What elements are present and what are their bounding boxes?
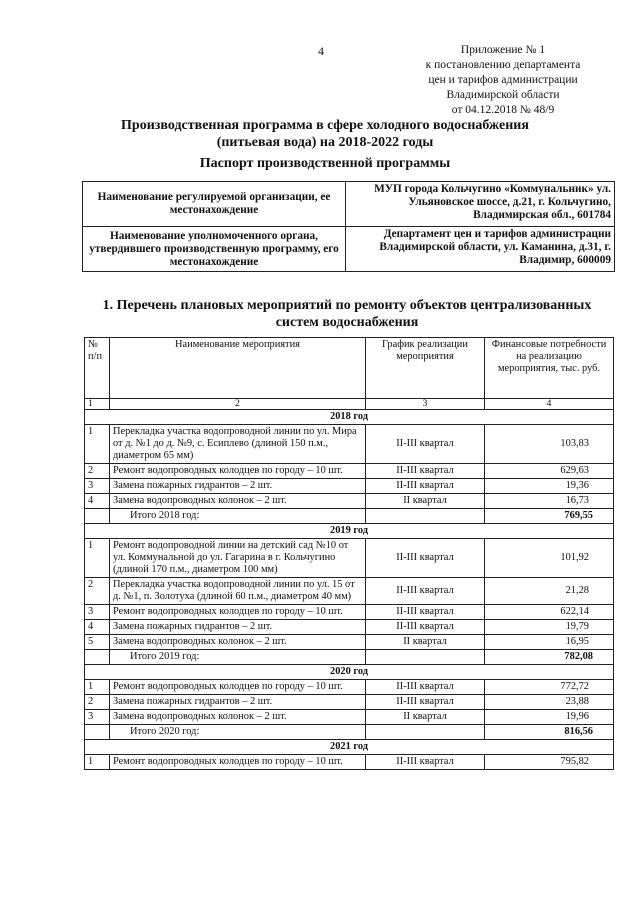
row-number: 4	[85, 620, 110, 635]
row-cost: 101,92	[485, 539, 614, 578]
row-activity: Замена водопроводных колонок – 2 шт.	[110, 494, 366, 509]
row-activity: Ремонт водопроводных колодцев по городу – 10 шт.	[110, 755, 366, 770]
header-cell-schedule: График реализации мероприятия	[366, 338, 485, 399]
total-row	[85, 725, 614, 740]
row-cost: 16,95	[485, 635, 614, 650]
row-schedule: II-III квартал	[366, 755, 485, 770]
appendix-block	[408, 43, 598, 118]
total-label: Итого 2018 год:	[110, 509, 366, 524]
row-schedule: II-III квартал	[366, 620, 485, 635]
row-activity: Перекладка участка водопроводной линии по ул. Мира от д. №1 до д. №9, с. Есиплево (длиной 150 п.м., диаметром 65 мм)	[110, 425, 366, 464]
passport-row	[83, 182, 615, 227]
row-cost: 622,14	[485, 605, 614, 620]
row-number: 1	[85, 425, 110, 464]
row-activity: Ремонт водопроводных колодцев по городу – 10 шт.	[110, 464, 366, 479]
total-empty-cell	[366, 725, 485, 740]
row-cost: 16,73	[485, 494, 614, 509]
total-label: Итого 2020 год:	[110, 725, 366, 740]
row-schedule: II квартал	[366, 710, 485, 725]
total-row	[85, 509, 614, 524]
row-schedule: II-III квартал	[366, 539, 485, 578]
row-cost: 19,96	[485, 710, 614, 725]
row-cost: 629,63	[485, 464, 614, 479]
header-cell-number: № п/п	[85, 338, 110, 399]
appendix-line: Приложение № 1	[460, 44, 546, 56]
table-row	[85, 680, 614, 695]
section-title	[82, 297, 612, 331]
table-row	[85, 479, 614, 494]
year-row	[85, 410, 614, 425]
row-activity: Ремонт водопроводных колодцев по городу – 10 шт.	[110, 605, 366, 620]
total-value: 769,55	[485, 509, 614, 524]
table-row	[85, 578, 614, 605]
appendix-line: к постановлению департамента	[425, 59, 581, 71]
row-schedule: II-III квартал	[366, 479, 485, 494]
document-title	[90, 117, 560, 151]
passport-label: Наименование уполномоченного органа, утвердившего производственную программу, его местонахождение	[83, 227, 346, 272]
table-row	[85, 425, 614, 464]
row-activity: Ремонт водопроводных колодцев по городу – 10 шт.	[110, 680, 366, 695]
total-row	[85, 650, 614, 665]
table-header-row	[85, 338, 614, 399]
row-schedule: II-III квартал	[366, 695, 485, 710]
total-empty-cell	[85, 725, 110, 740]
total-empty-cell	[85, 509, 110, 524]
activities-table	[84, 337, 614, 770]
year-label: 2021 год	[85, 740, 614, 755]
year-label: 2019 год	[85, 524, 614, 539]
table-row	[85, 710, 614, 725]
row-number: 3	[85, 605, 110, 620]
row-schedule: II-III квартал	[366, 578, 485, 605]
year-label: 2020 год	[85, 665, 614, 680]
section-title-line: систем водоснабжения	[275, 315, 419, 330]
row-activity: Перекладка участка водопроводной линии по ул. 15 от д. №1, п. Золотуха (длиной 60 п.м., диаметром 40 мм)	[110, 578, 366, 605]
page-number: 4	[318, 44, 324, 58]
appendix-line: цен и тарифов администрации	[428, 74, 578, 86]
row-cost: 19,36	[485, 479, 614, 494]
row-activity: Замена пожарных гидрантов – 2 шт.	[110, 695, 366, 710]
table-row	[85, 635, 614, 650]
table-row	[85, 539, 614, 578]
row-schedule: II-III квартал	[366, 464, 485, 479]
passport-title: Паспорт производственной программы	[199, 156, 451, 171]
passport-row	[83, 227, 615, 272]
table-row	[85, 620, 614, 635]
row-schedule: II-III квартал	[366, 680, 485, 695]
row-schedule: II-III квартал	[366, 425, 485, 464]
row-number: 5	[85, 635, 110, 650]
column-number: 3	[366, 399, 485, 410]
column-number-row	[85, 399, 614, 410]
passport-label: Наименование регулируемой организации, ее местонахождение	[83, 182, 346, 227]
row-cost: 795,82	[485, 755, 614, 770]
header-cell-cost: Финансовые потребности на реализацию мероприятия, тыс. руб.	[485, 338, 614, 399]
row-number: 2	[85, 464, 110, 479]
row-cost: 21,28	[485, 578, 614, 605]
total-empty-cell	[366, 509, 485, 524]
appendix-line: Владимирской области	[446, 89, 560, 101]
year-row	[85, 665, 614, 680]
year-label: 2018 год	[85, 410, 614, 425]
year-row	[85, 740, 614, 755]
row-cost: 19,79	[485, 620, 614, 635]
row-activity: Замена водопроводных колонок – 2 шт.	[110, 635, 366, 650]
table-row	[85, 755, 614, 770]
passport-value: МУП города Кольчугино «Коммунальник» ул. Ульяновское шоссе, д.21, г. Кольчугино, Владимирская обл., 601784	[346, 182, 615, 227]
column-number: 4	[485, 399, 614, 410]
row-activity: Замена пожарных гидрантов – 2 шт.	[110, 620, 366, 635]
row-schedule: II квартал	[366, 635, 485, 650]
year-row	[85, 524, 614, 539]
row-number: 3	[85, 479, 110, 494]
row-activity: Ремонт водопроводной линии на детский сад №10 от ул. Коммунальной до ул. Гагарина в г. Кольчугино (длиной 170 п.м., диаметром 100 мм)	[110, 539, 366, 578]
row-number: 1	[85, 680, 110, 695]
total-empty-cell	[366, 650, 485, 665]
row-activity: Замена пожарных гидрантов – 2 шт.	[110, 479, 366, 494]
row-cost: 103,83	[485, 425, 614, 464]
row-number: 3	[85, 710, 110, 725]
row-cost: 772,72	[485, 680, 614, 695]
row-activity: Замена водопроводных колонок – 2 шт.	[110, 710, 366, 725]
section-title-line: 1. Перечень плановых мероприятий по ремонту объектов централизованных	[102, 298, 592, 313]
total-value: 782,08	[485, 650, 614, 665]
row-number: 2	[85, 695, 110, 710]
passport-value: Департамент цен и тарифов администрации Владимирской области, ул. Каманина, д.31, г. Владимир, 600009	[346, 227, 615, 272]
table-row	[85, 605, 614, 620]
column-number: 1	[85, 399, 110, 410]
table-row	[85, 695, 614, 710]
row-cost: 23,88	[485, 695, 614, 710]
appendix-line: от 04.12.2018 № 48/9	[451, 104, 555, 116]
title-line: Производственная программа в сфере холодного водоснабжения	[121, 118, 529, 133]
table-row	[85, 494, 614, 509]
header-cell-name: Наименование мероприятия	[110, 338, 366, 399]
passport-table	[82, 181, 615, 272]
total-label: Итого 2019 год:	[110, 650, 366, 665]
table-row	[85, 464, 614, 479]
total-value: 816,56	[485, 725, 614, 740]
row-number: 2	[85, 578, 110, 605]
row-number: 1	[85, 755, 110, 770]
row-number: 4	[85, 494, 110, 509]
row-schedule: II-III квартал	[366, 605, 485, 620]
row-number: 1	[85, 539, 110, 578]
column-number: 2	[110, 399, 366, 410]
title-line: (питьевая вода) на 2018-2022 годы	[216, 135, 434, 150]
total-empty-cell	[85, 650, 110, 665]
row-schedule: II квартал	[366, 494, 485, 509]
